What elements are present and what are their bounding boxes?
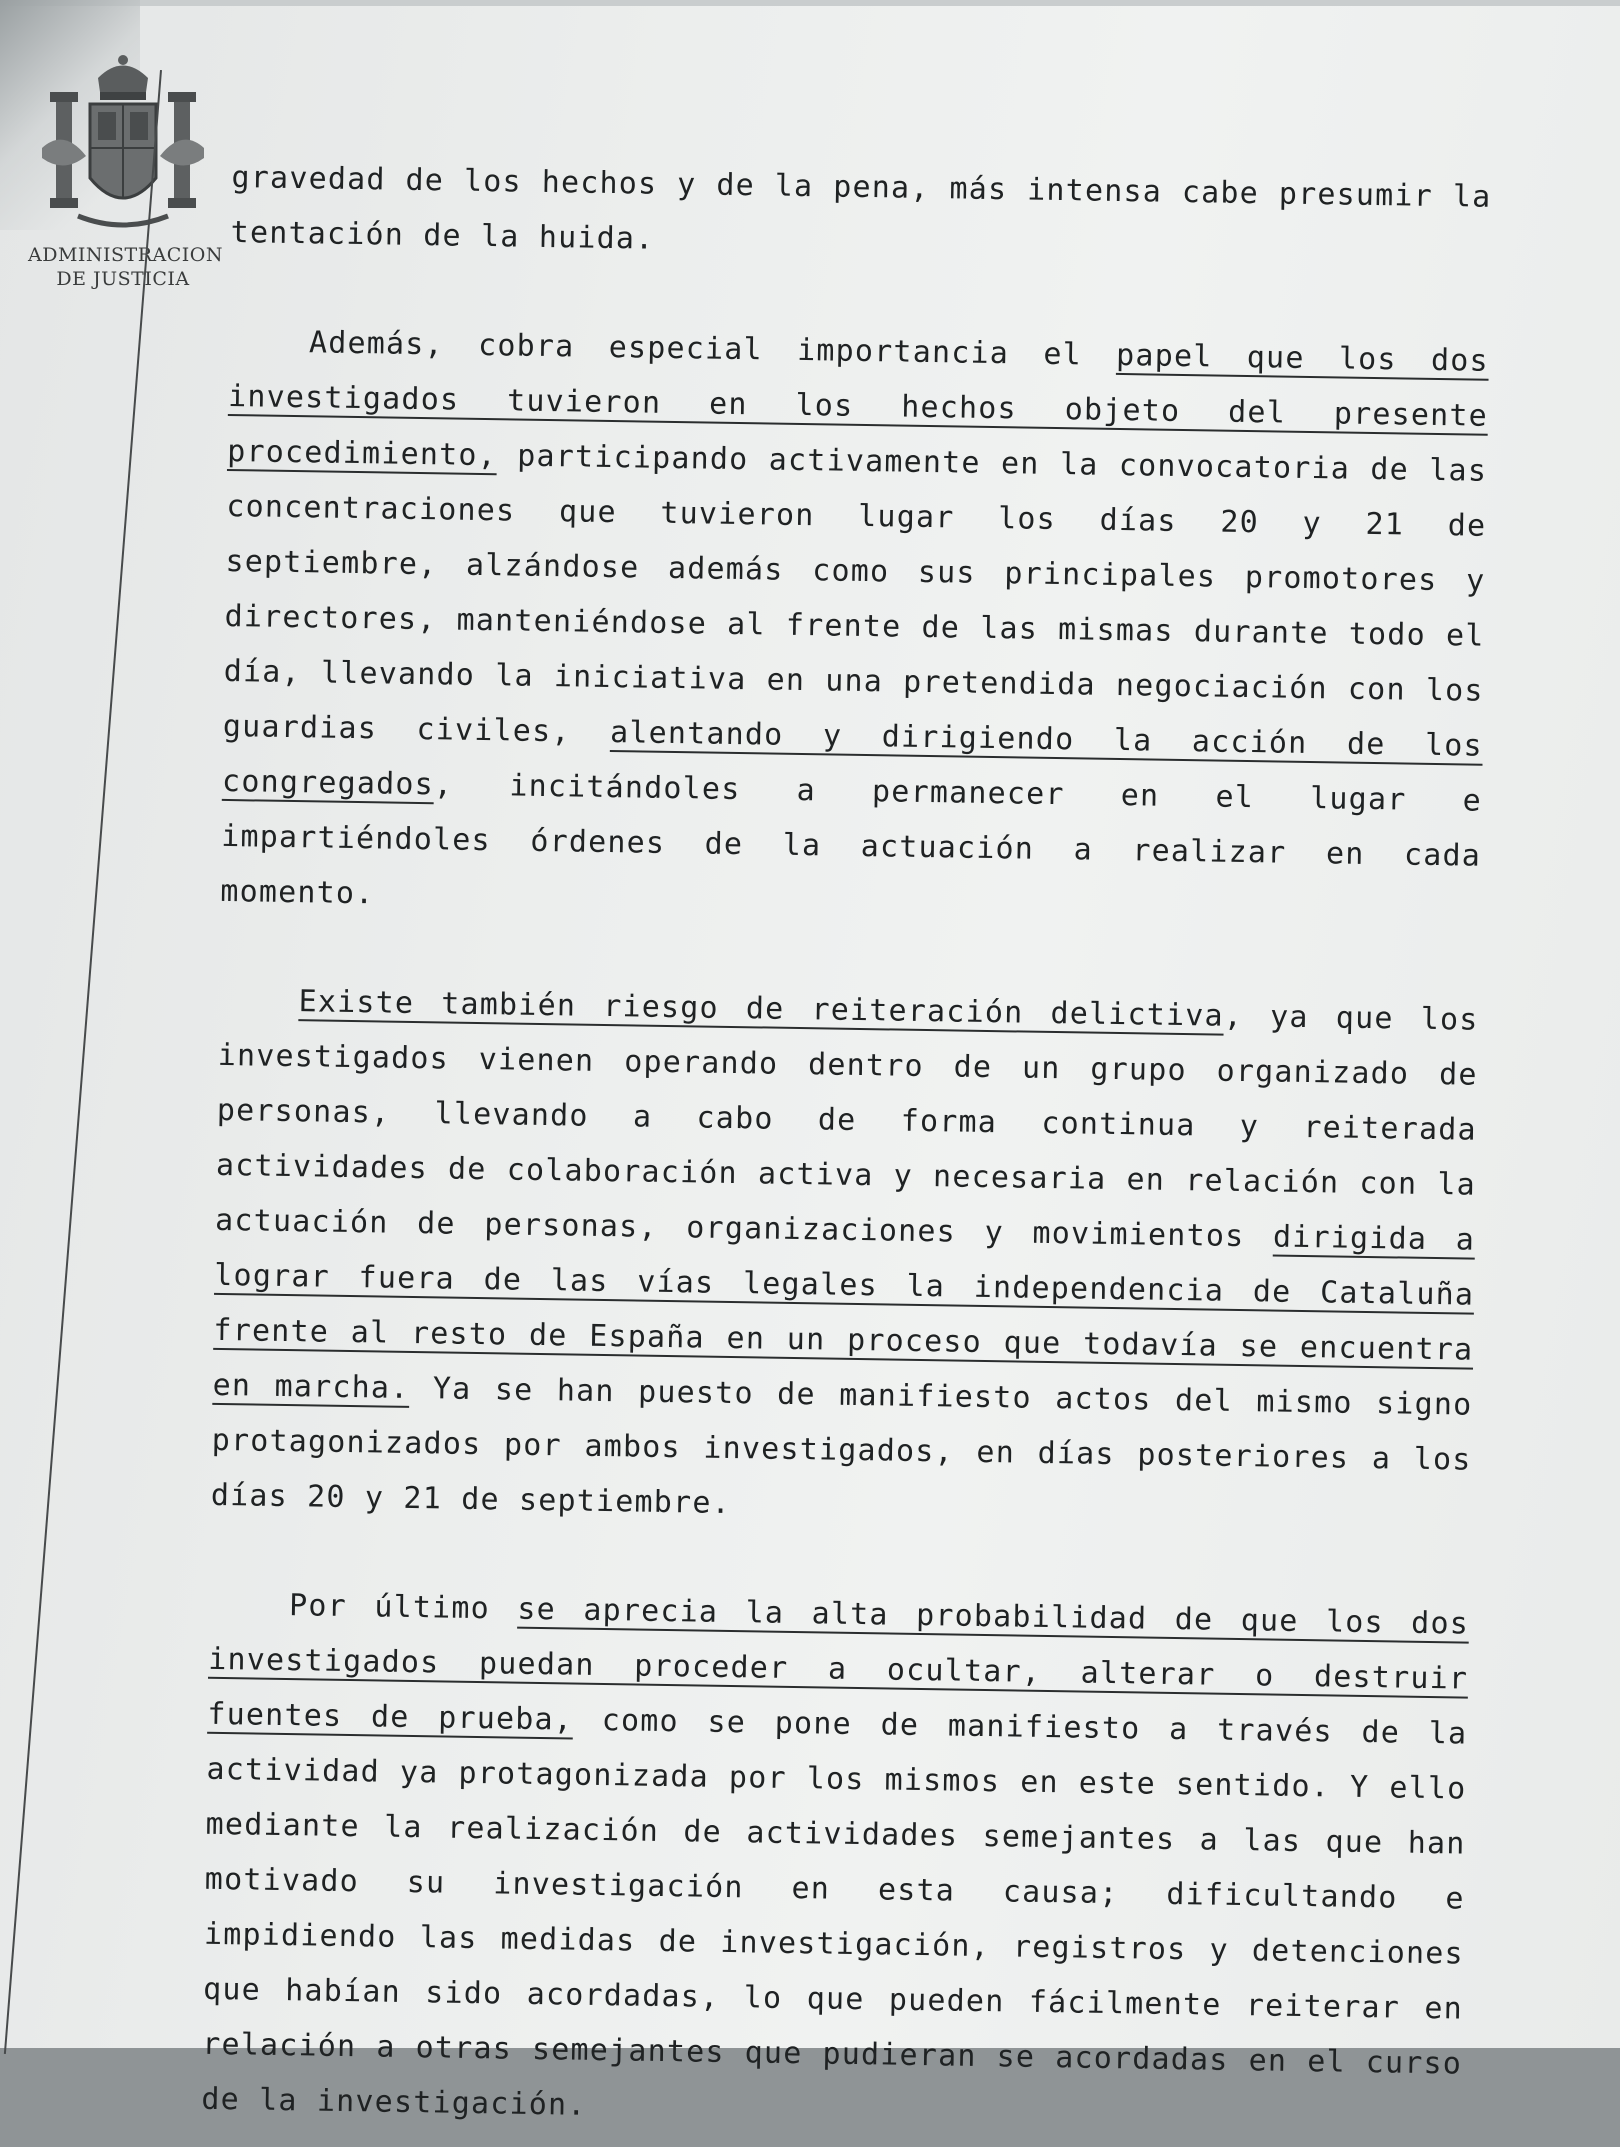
text-segment: Además, cobra especial importancia el bbox=[308, 325, 1117, 373]
court-logo bbox=[28, 48, 224, 294]
logo-text-line1: ADMINISTRACION bbox=[28, 244, 224, 266]
text-segment: como se pone de manifiesto a través de la actividad ya protagonizada por los mismos en este sentido. Y ello mediante la realización de actividades semejantes a las que han motivado su investigación en esta causa; dificultando e impidiendo las medidas de investigación, registros y detenciones que habían sido acordadas, lo que pueden fácilmente reiterar en relación a otras semejantes que pudieran se acordadas en el curso de la investigación. bbox=[201, 1702, 1468, 2123]
underlined-text: se aprecia la alta probabilidad de que los dos investigados puedan proceder a ocultar, alterar o destruir fuentes de prueba, bbox=[207, 1591, 1470, 1738]
text-segment: , ya que los investigados vienen operando dentro de un grupo organizado de personas, llevando a cabo de forma continua y reiterada actividades de colaboración activa y necesaria en relación con la actuación de personas, organizaciones y movimientos bbox=[214, 998, 1479, 1255]
logo-text-line2: DE JUSTICIA bbox=[56, 268, 190, 290]
text-segment: Ya se han puesto de manifiesto actos del mismo signo protagonizados por ambos investigados, en días posteriores a los días 20 y 21 de septiembre. bbox=[210, 1370, 1473, 1522]
coat-of-arms-icon bbox=[28, 48, 218, 248]
text-segment: gravedad de los hechos y de la pena, más intensa cabe presumir la tentación de la huida. bbox=[230, 159, 1492, 257]
text-segment: participando activamente en la convocatoria de las concentraciones que tuvieron lugar los días 20 y 21 de septiembre, alzándose además como sus principales promotores y directores, manteniéndose al frente de las mismas durante todo el día, llevando la iniciativa en una pretendida negociación con los guardias civiles, bbox=[222, 438, 1488, 751]
text-segment: Por último bbox=[288, 1588, 518, 1627]
paper-edge bbox=[0, 0, 1620, 6]
underlined-text: dirigida a lograr fuera de las vías legales la independencia de Cataluña frente al resto de España en un proceso que todavía se encuentra en marcha. bbox=[212, 1219, 1476, 1406]
underlined-text: Existe también riesgo de reiteración delictiva bbox=[298, 984, 1225, 1034]
document-body bbox=[201, 150, 1492, 2147]
paragraph bbox=[210, 973, 1478, 1543]
underlined-text: papel que los dos investigados tuvieron en los hechos objeto del presente procedimiento, bbox=[226, 337, 1490, 474]
margin-rule bbox=[4, 70, 162, 2054]
underlined-text: alentando y dirigiendo la acción de los congregados bbox=[221, 715, 1484, 803]
paragraph bbox=[230, 150, 1492, 280]
paragraph bbox=[220, 314, 1489, 939]
paragraph bbox=[201, 1577, 1469, 2147]
text-segment: , incitándoles a permanecer en el lugar e impartiéndoles órdenes de la actuación a realizar en cada momento. bbox=[220, 767, 1483, 912]
